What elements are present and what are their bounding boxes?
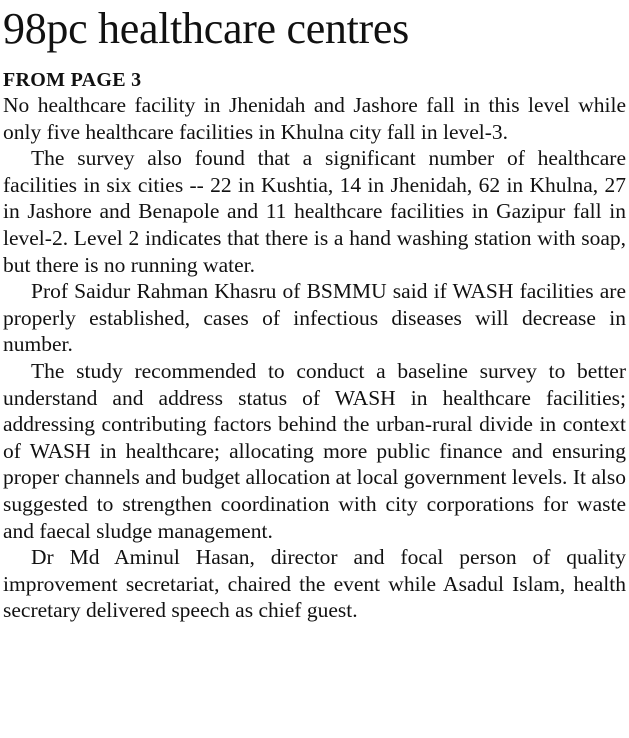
news-article (3, 0, 626, 624)
headline: 98pc healthcare centres (3, 4, 409, 53)
article-paragraph: The survey also found that a significant number of healthcare facilities in six cities -- 22 in Kushtia, 14 in Jhenidah, 62 in Khulna, 27 in Jashore and Benapole and 11 healthcare facilities in Gazipur fall in level-2. Level 2 indicates that there is a hand washing station with soap, but there is no running water. (3, 146, 626, 277)
article-paragraph: Dr Md Aminul Hasan, director and focal person of quality improvement secretariat, chaired the event while Asadul Islam, health secretary delivered speech as chief guest. (3, 545, 626, 623)
jump-label: FROM PAGE 3 (3, 69, 142, 91)
article-paragraph: No healthcare facility in Jhenidah and Jashore fall in this level while only five healthcare facilities in Khulna city fall in level-3. (3, 93, 626, 144)
article-paragraph: The study recommended to conduct a baseline survey to better understand and address status of WASH in healthcare facilities; addressing contributing factors behind the urban-rural divide in context of WASH in healthcare; allocating more public finance and ensuring proper channels and budget allocation at local government levels. It also suggested to strengthen coordination with city corporations for waste and faecal sludge management. (3, 358, 626, 543)
article-paragraph: Prof Saidur Rahman Khasru of BSMMU said if WASH facilities are properly established, cases of infectious diseases will decrease in number. (3, 279, 626, 357)
